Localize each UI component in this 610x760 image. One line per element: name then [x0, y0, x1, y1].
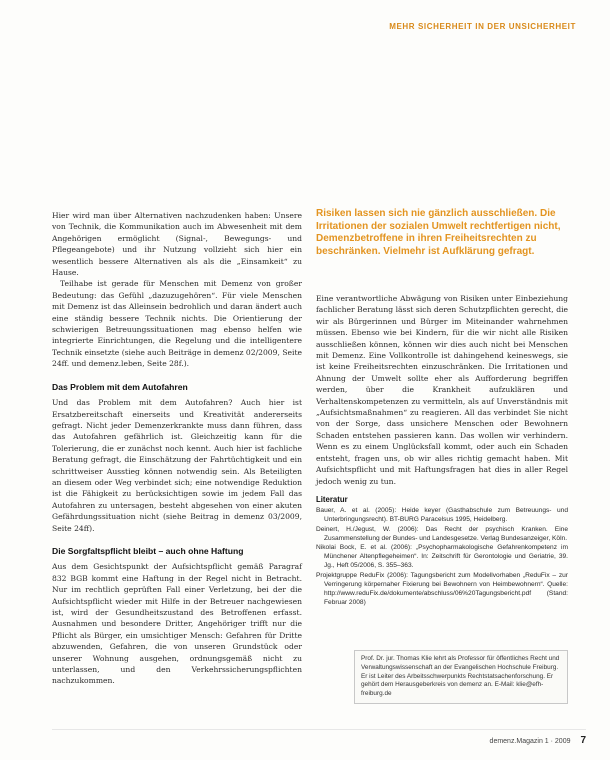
literature-heading: Literatur: [316, 494, 348, 504]
pull-quote: Risiken lassen sich nie gänzlich ausschließen. Die Irritationen der sozialen Umwelt rechtfertigen nicht, Demenzbetroffene in ihren Freiheitsrechten zu beschränken. Vielmehr ist Aufklärung gefragt.: [316, 208, 561, 257]
author-box: Prof. Dr. jur. Thomas Klie lehrt als Professor für öffentliches Recht und Verwaltungswissenschaft an der Evangelischen Hochschule Freiburg. Er ist Leiter des Arbeitsschwerpunkts Rechtstatsachenforschung. Er gehört dem Herausgeberkreis von demenz an. E-Mail: klie@efh-freiburg.de: [354, 650, 568, 704]
section-kicker: MEHR SICHERHEIT IN DER UNSICHERHEIT: [389, 22, 576, 31]
paragraph: Hier wird man über Alternativen nachzudenken haben: Unsere von Technik, die Kommunikation auch im Abwesenheit mit dem Angehörigen ermöglicht (Signal-, Bewegungs- und Pflegeangebote) und ihr Nutzung vollzieht sich hier ein wesentlich bessere Alternativen als als die „Einsamkeit“ zu Hause.: [52, 211, 302, 278]
left-column: [52, 210, 302, 687]
page-number: 7: [580, 735, 586, 746]
literature-entry: Bauer, A. et al. (2005): Heide keyer (Gasthabschule zum Betreuungs- und Unterbringungsrecht). BT-BURG Paracelsus 1995, Heidelberg.: [316, 507, 568, 524]
page-footer: [490, 735, 586, 746]
subheading-autofahren: Das Problem mit dem Autofahren: [52, 381, 188, 392]
literature-list: [316, 495, 568, 607]
literature-entry: Deinert, H./Jegust, W. (2006): Das Recht der psychisch Kranken. Eine Zusammenstellung der Bundes- und Landesgesetze. Verlag Bundesanzeiger, Köln.: [316, 525, 568, 542]
literature-entry: Nikolai Bock, E. et al. (2006): „Psychopharmakologische Gefahrenkompetenz im Münchener Altenpflegeheimen“. In: Zeitschrift für Gerontologie und Geriatrie, 39. Jg., Heft 05/2006, S. 355–363.: [316, 543, 568, 570]
paragraph: Teilhabe ist gerade für Menschen mit Demenz von großer Bedeutung: das Gefühl „dazuzugehören“. Für viele Menschen mit Demenz ist das Alleinsein bedrohlich und daran ändert auch eine ständig bessere Technik nichts. Die Orientierung der schwierigen Betreuungssituationen mag ebenso helfen wie integrierte Einrichtungen, die Regelung und die intelligentere Technik einsetzte (siehe auch Beiträge in demenz 02/2009, Seite 24ff. und demenz.leben, Seite 28f.).: [52, 279, 302, 369]
footer-divider: [52, 729, 586, 730]
subheading-sorgfaltspflicht: Die Sorgfaltspflicht bleibt – auch ohne Haftung: [52, 545, 244, 556]
paragraph: Und das Problem mit dem Autofahren? Auch hier ist Ersatzbereitschaft einerseits und Kreativität andererseits gefragt. Nicht jeder Demenzerkrankte muss dann führen, dass das Autofahren gefährlich ist. Gleichzeitig kann für die Tolerierung, die er zunächst noch kennt. Auch hier ist fachliche Beratung gefragt, die Einschätzung der Fahrtüchtigkeit und ein schrittweiser Ausstieg können notwendig sein. Als Beteiligten an diesem oder Weg verbindet sich; eine notwendige Reduktion ist die Fähigkeit zu berücksichtigen sowie im jedem Fall das Autofahren zu untersagen, besteht abgesehen von einer akuten Gefährdungssituation nicht (siehe Beitrag in demenz 03/2009, Seite 24ff).: [52, 398, 302, 533]
literature-entry: Projektgruppe ReduFix (2006): Tagungsbericht zum Modellvorhaben „ReduFix – zur Verringerung körpernaher Fixierung bei Bewohnern von Heimbewohnern“. Quelle: http://www.reduFix.de/dokumente/abschluss/06%20Tagungsbericht.pdf (Stand: Februar 2008): [316, 571, 568, 607]
paragraph: Aus dem Gesichtspunkt der Aufsichtspflicht gemäß Paragraf 832 BGB kommt eine Haftung in der Regel nicht in Betracht. Nur im rechtlich geprüften Fall einer Verletzung, bei der die Aufsichtspflicht wieder mit Hilfe in der Betreuer nachgewiesen ist, wird der Gesundheitszustand des Betroffenen erfasst. Ausnahmen und besondere Dritter, Angehöriger trifft nur die Pflicht als Bürger, ein umsichtiger Mensch: Gefahren für Dritte abzuwenden, Gefahren, die von unseren Grundstück oder unserer Wohnung ausgehen, ordnungsgemäß nicht zu unterlassen, und den Verkehrssicherungspflichten nachzukommen.: [52, 562, 302, 686]
paragraph: Eine verantwortliche Abwägung von Risiken unter Einbeziehung fachlicher Beratung lässt sich deren Schutzpflichten gerecht, die wir als Bürgerinnen und Bürger im Miteinander wahrnehmen müssen. Ebenso wie bei Kindern, für die wir nicht alle Risiken ausschließen können, können wir dies auch nicht bei Menschen mit Demenz. Eine Vollkontrolle ist dahingehend keineswegs, sie ist keine Freiheitsrechten einzuschränken. Die Irritationen und Ahnung der Umwelt sollte eher als Aufforderung begriffen werden, über die Krankheit aufzuklären und Verhaltenskompetenzen zu vermitteln, als auf Unverständnis mit „Aufsichtsmaßnahmen“ zu reagieren. All das verbindet Sie nicht von der Sorge, dass unsichere Menschen oder Bewohnern Schaden entstehen passieren kann. Das wollen wir verhindern. Wenn es zu einem Unglücksfall kommt, oder auch ein Schaden entsteht, fragen uns, ob wir alles richtig gemacht haben. Mit Aufsichtspflicht und mit Haftungsfragen hat dies in aller Regel jedoch wenig zu tun.: [316, 294, 568, 486]
footer-label: demenz.Magazin 1 · 2009: [489, 738, 571, 745]
right-column: [316, 293, 568, 607]
